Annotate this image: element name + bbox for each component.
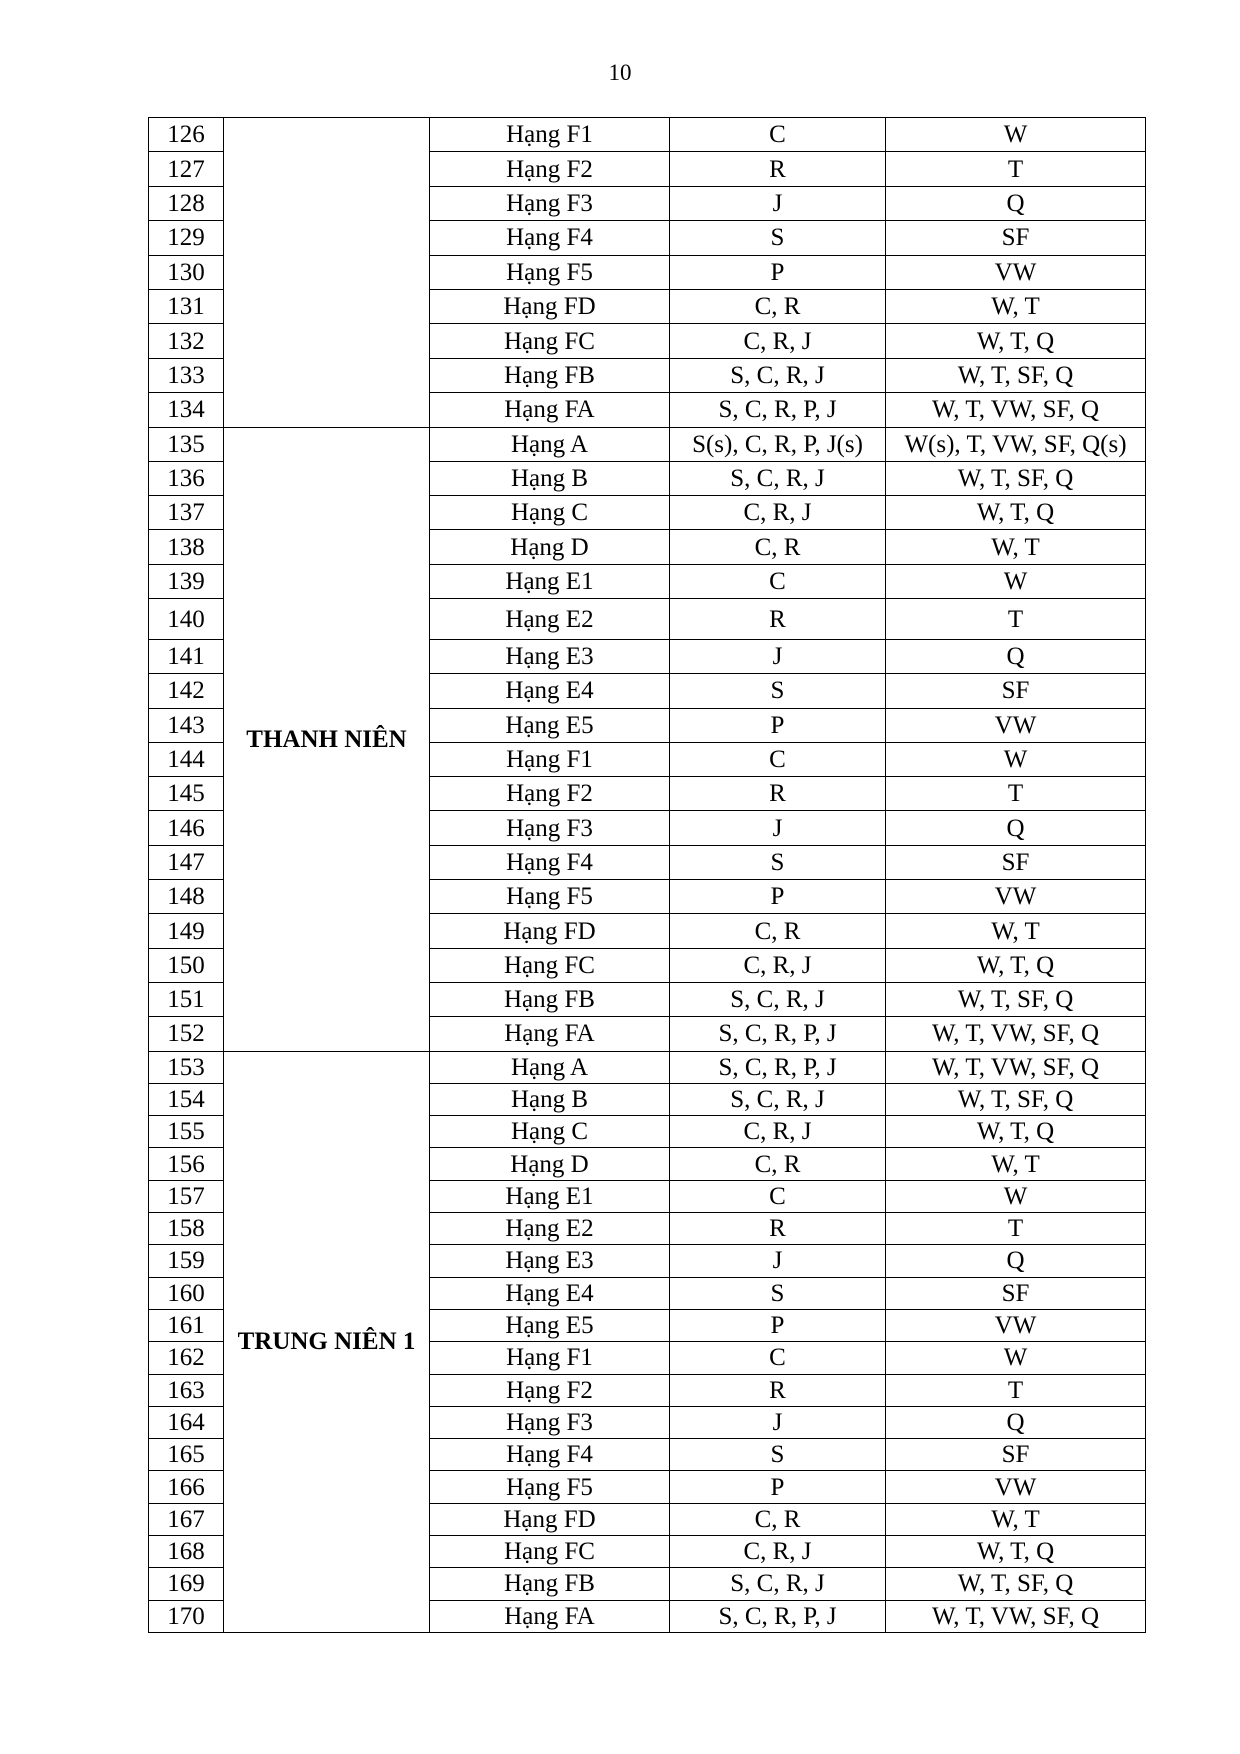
class-name: Hạng A [430, 1051, 670, 1083]
row-number: 146 [149, 811, 224, 845]
column-4-value: Q [886, 811, 1146, 845]
class-name: Hạng FC [430, 948, 670, 982]
row-number: 149 [149, 914, 224, 948]
row-number: 142 [149, 674, 224, 708]
column-3-value: J [670, 186, 886, 220]
row-number: 153 [149, 1051, 224, 1083]
column-4-value: W(s), T, VW, SF, Q(s) [886, 427, 1146, 461]
column-3-value: P [670, 880, 886, 914]
column-3-value: C, R [670, 1503, 886, 1535]
column-3-value: J [670, 1406, 886, 1438]
class-name: Hạng E1 [430, 564, 670, 598]
column-3-value: P [670, 708, 886, 742]
column-3-value: R [670, 599, 886, 640]
column-3-value: R [670, 1374, 886, 1406]
row-number: 162 [149, 1342, 224, 1374]
row-number: 140 [149, 599, 224, 640]
row-number: 148 [149, 880, 224, 914]
column-3-value: C [670, 1180, 886, 1212]
column-3-value: C, R, J [670, 1536, 886, 1568]
column-4-value: W [886, 564, 1146, 598]
column-4-value: W, T, SF, Q [886, 982, 1146, 1016]
row-number: 132 [149, 324, 224, 358]
class-name: Hạng F5 [430, 1471, 670, 1503]
classification-table [148, 117, 1146, 1633]
column-4-value: VW [886, 1471, 1146, 1503]
row-number: 164 [149, 1406, 224, 1438]
column-4-value: VW [886, 708, 1146, 742]
class-name: Hạng F3 [430, 1406, 670, 1438]
class-name: Hạng E3 [430, 1245, 670, 1277]
column-3-value: S [670, 674, 886, 708]
row-number: 127 [149, 152, 224, 186]
class-name: Hạng FB [430, 1568, 670, 1600]
column-4-value: W, T, Q [886, 324, 1146, 358]
column-4-value: Q [886, 1406, 1146, 1438]
column-3-value: S(s), C, R, P, J(s) [670, 427, 886, 461]
column-3-value: S, C, R, P, J [670, 1051, 886, 1083]
column-4-value: T [886, 152, 1146, 186]
column-4-value: W, T [886, 1503, 1146, 1535]
column-4-value: Q [886, 640, 1146, 674]
row-number: 152 [149, 1017, 224, 1051]
row-number: 136 [149, 461, 224, 495]
row-number: 134 [149, 393, 224, 427]
column-4-value: T [886, 1213, 1146, 1245]
column-3-value: C, R, J [670, 1116, 886, 1148]
column-4-value: SF [886, 845, 1146, 879]
column-4-value: W, T [886, 1148, 1146, 1180]
column-4-value: VW [886, 880, 1146, 914]
column-3-value: R [670, 1213, 886, 1245]
column-4-value: W [886, 1342, 1146, 1374]
class-name: Hạng FA [430, 1600, 670, 1632]
column-4-value: W, T, Q [886, 1536, 1146, 1568]
column-4-value: W, T, Q [886, 496, 1146, 530]
row-number: 170 [149, 1600, 224, 1632]
column-3-value: S, C, R, J [670, 358, 886, 392]
class-name: Hạng FB [430, 358, 670, 392]
column-3-value: C [670, 742, 886, 776]
age-group-label [224, 118, 430, 428]
class-name: Hạng FA [430, 1017, 670, 1051]
column-3-value: S [670, 1277, 886, 1309]
column-3-value: P [670, 255, 886, 289]
class-name: Hạng FA [430, 393, 670, 427]
column-4-value: W, T, Q [886, 948, 1146, 982]
column-3-value: R [670, 777, 886, 811]
row-number: 129 [149, 221, 224, 255]
column-3-value: S, C, R, P, J [670, 1600, 886, 1632]
class-name: Hạng FD [430, 1503, 670, 1535]
class-name: Hạng F2 [430, 1374, 670, 1406]
class-name: Hạng FC [430, 324, 670, 358]
column-3-value: S, C, R, J [670, 461, 886, 495]
column-4-value: W [886, 118, 1146, 152]
row-number: 169 [149, 1568, 224, 1600]
class-name: Hạng D [430, 530, 670, 564]
column-3-value: S, C, R, J [670, 1083, 886, 1115]
column-3-value: S [670, 1439, 886, 1471]
column-3-value: J [670, 1245, 886, 1277]
column-4-value: Q [886, 186, 1146, 220]
column-3-value: S, C, R, P, J [670, 393, 886, 427]
column-4-value: T [886, 599, 1146, 640]
class-name: Hạng FB [430, 982, 670, 1016]
column-4-value: W, T, SF, Q [886, 1083, 1146, 1115]
table-body [149, 118, 1146, 1633]
column-3-value: S, C, R, J [670, 1568, 886, 1600]
column-3-value: C, R, J [670, 496, 886, 530]
column-3-value: C [670, 118, 886, 152]
column-3-value: C, R [670, 530, 886, 564]
column-4-value: W, T, SF, Q [886, 461, 1146, 495]
row-number: 156 [149, 1148, 224, 1180]
column-3-value: S, C, R, J [670, 982, 886, 1016]
column-4-value: W, T, Q [886, 1116, 1146, 1148]
row-number: 157 [149, 1180, 224, 1212]
column-4-value: W, T, VW, SF, Q [886, 393, 1146, 427]
column-3-value: P [670, 1309, 886, 1341]
row-number: 128 [149, 186, 224, 220]
class-name: Hạng F1 [430, 742, 670, 776]
class-name: Hạng E1 [430, 1180, 670, 1212]
row-number: 154 [149, 1083, 224, 1115]
class-name: Hạng F2 [430, 777, 670, 811]
class-name: Hạng C [430, 496, 670, 530]
age-group-label: THANH NIÊN [224, 427, 430, 1051]
row-number: 151 [149, 982, 224, 1016]
class-name: Hạng E4 [430, 1277, 670, 1309]
row-number: 135 [149, 427, 224, 461]
class-name: Hạng A [430, 427, 670, 461]
class-name: Hạng E4 [430, 674, 670, 708]
column-3-value: S, C, R, P, J [670, 1017, 886, 1051]
column-4-value: VW [886, 1309, 1146, 1341]
row-number: 137 [149, 496, 224, 530]
class-name: Hạng FD [430, 289, 670, 323]
class-name: Hạng FC [430, 1536, 670, 1568]
column-3-value: C [670, 1342, 886, 1374]
column-4-value: W, T, VW, SF, Q [886, 1051, 1146, 1083]
class-name: Hạng F2 [430, 152, 670, 186]
column-3-value: S [670, 221, 886, 255]
column-4-value: W, T [886, 530, 1146, 564]
column-4-value: W, T [886, 289, 1146, 323]
class-name: Hạng F5 [430, 255, 670, 289]
class-name: Hạng E2 [430, 1213, 670, 1245]
column-4-value: SF [886, 221, 1146, 255]
row-number: 131 [149, 289, 224, 323]
column-4-value: SF [886, 1439, 1146, 1471]
age-group-label: TRUNG NIÊN 1 [224, 1051, 430, 1632]
table-row [149, 118, 1146, 152]
page-number: 10 [608, 60, 632, 85]
row-number: 144 [149, 742, 224, 776]
row-number: 138 [149, 530, 224, 564]
class-name: Hạng E5 [430, 1309, 670, 1341]
class-name: Hạng F3 [430, 186, 670, 220]
table-row [149, 427, 1146, 461]
row-number: 168 [149, 1536, 224, 1568]
column-3-value: C, R [670, 914, 886, 948]
class-name: Hạng B [430, 461, 670, 495]
class-name: Hạng E3 [430, 640, 670, 674]
row-number: 143 [149, 708, 224, 742]
column-3-value: C, R [670, 1148, 886, 1180]
row-number: 155 [149, 1116, 224, 1148]
row-number: 167 [149, 1503, 224, 1535]
class-name: Hạng E2 [430, 599, 670, 640]
row-number: 141 [149, 640, 224, 674]
row-number: 166 [149, 1471, 224, 1503]
column-3-value: C, R, J [670, 948, 886, 982]
column-4-value: W, T [886, 914, 1146, 948]
column-3-value: C [670, 564, 886, 598]
column-4-value: T [886, 1374, 1146, 1406]
class-name: Hạng F1 [430, 1342, 670, 1374]
column-3-value: S [670, 845, 886, 879]
row-number: 147 [149, 845, 224, 879]
row-number: 139 [149, 564, 224, 598]
column-4-value: W [886, 742, 1146, 776]
column-4-value: W, T, SF, Q [886, 1568, 1146, 1600]
row-number: 159 [149, 1245, 224, 1277]
row-number: 150 [149, 948, 224, 982]
column-4-value: Q [886, 1245, 1146, 1277]
column-4-value: W, T, VW, SF, Q [886, 1600, 1146, 1632]
column-3-value: R [670, 152, 886, 186]
column-4-value: W, T, VW, SF, Q [886, 1017, 1146, 1051]
column-4-value: VW [886, 255, 1146, 289]
column-4-value: W, T, SF, Q [886, 358, 1146, 392]
class-name: Hạng F4 [430, 221, 670, 255]
table-row [149, 1051, 1146, 1083]
class-name: Hạng F1 [430, 118, 670, 152]
column-3-value: C, R [670, 289, 886, 323]
class-name: Hạng F4 [430, 1439, 670, 1471]
column-3-value: J [670, 640, 886, 674]
class-name: Hạng C [430, 1116, 670, 1148]
column-4-value: SF [886, 1277, 1146, 1309]
column-4-value: T [886, 777, 1146, 811]
class-name: Hạng B [430, 1083, 670, 1115]
class-name: Hạng D [430, 1148, 670, 1180]
row-number: 158 [149, 1213, 224, 1245]
row-number: 161 [149, 1309, 224, 1341]
column-3-value: J [670, 811, 886, 845]
column-3-value: C, R, J [670, 324, 886, 358]
column-4-value: SF [886, 674, 1146, 708]
row-number: 130 [149, 255, 224, 289]
class-name: Hạng F3 [430, 811, 670, 845]
row-number: 145 [149, 777, 224, 811]
class-name: Hạng FD [430, 914, 670, 948]
class-name: Hạng F5 [430, 880, 670, 914]
row-number: 163 [149, 1374, 224, 1406]
row-number: 160 [149, 1277, 224, 1309]
column-3-value: P [670, 1471, 886, 1503]
row-number: 126 [149, 118, 224, 152]
row-number: 133 [149, 358, 224, 392]
class-name: Hạng F4 [430, 845, 670, 879]
class-name: Hạng E5 [430, 708, 670, 742]
row-number: 165 [149, 1439, 224, 1471]
column-4-value: W [886, 1180, 1146, 1212]
